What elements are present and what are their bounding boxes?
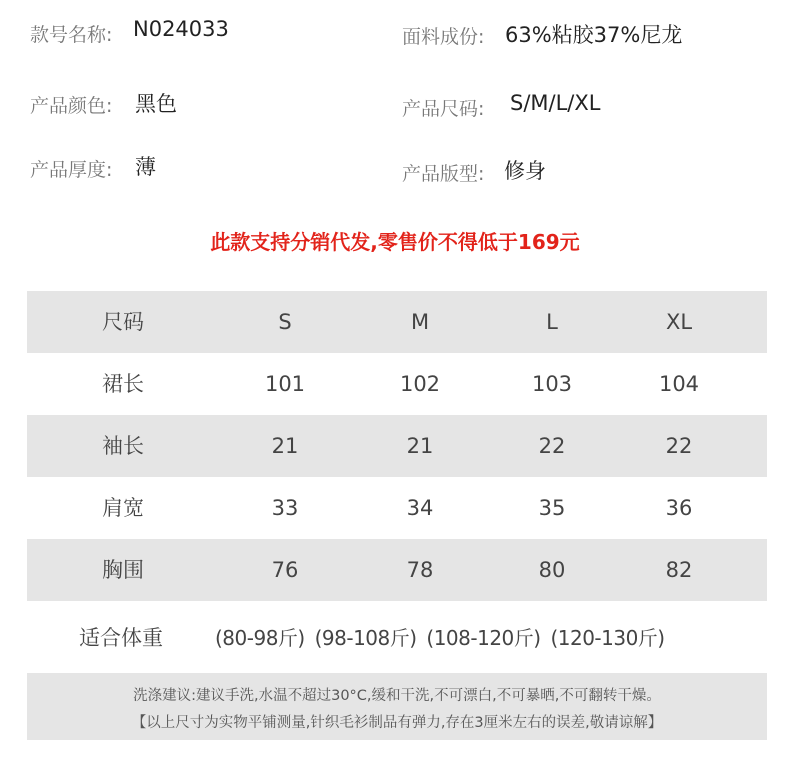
style-no-value: N024033 <box>133 17 229 41</box>
size-range-value: S/M/L/XL <box>510 91 601 115</box>
fabric-label: 面料成份: <box>402 26 485 48</box>
table-row <box>27 539 767 601</box>
row-label: 胸围 <box>102 558 144 582</box>
table-cell: 34 <box>406 496 434 520</box>
table-cell: 82 <box>665 558 693 582</box>
care-line-wash: 洗涤建议:建议手洗,水温不超过30°C,缓和干洗,不可漂白,不可暴晒,不可翻转干燥。 <box>133 688 661 704</box>
table-cell: 36 <box>665 496 693 520</box>
table-cell: 21 <box>271 434 299 458</box>
fit-type-value: 修身 <box>504 159 546 183</box>
table-cell: 22 <box>538 434 566 458</box>
table-cell: 101 <box>264 372 306 396</box>
fit-weight-xl: (120-130斤) <box>550 626 665 650</box>
header-cell: S <box>278 310 292 334</box>
row-label: 裙长 <box>102 372 144 396</box>
table-cell: 21 <box>406 434 434 458</box>
distribution-notice: 此款支持分销代发,零售价不得低于169元 <box>210 230 580 254</box>
color-label: 产品颜色: <box>30 95 113 117</box>
size-table <box>27 291 767 601</box>
table-cell: 78 <box>406 558 434 582</box>
row-label: 袖长 <box>102 434 144 458</box>
header-cell: 尺码 <box>102 310 144 334</box>
header-cell: XL <box>665 310 693 334</box>
fit-weight-values <box>215 603 669 673</box>
table-cell: 35 <box>538 496 566 520</box>
care-line-measure-note: 【以上尺寸为实物平铺测量,针织毛衫制品有弹力,存在3厘米左右的误差,敬请谅解】 <box>131 715 663 731</box>
fit-weight-l: (108-120斤) <box>426 626 541 650</box>
table-cell: 22 <box>665 434 693 458</box>
row-label: 肩宽 <box>102 496 144 520</box>
table-cell: 76 <box>271 558 299 582</box>
fit-type-label: 产品版型: <box>402 163 485 185</box>
table-row <box>27 353 767 415</box>
table-cell: 102 <box>399 372 441 396</box>
size-range-label: 产品尺码: <box>402 98 485 120</box>
table-header-row <box>27 291 767 353</box>
table-cell: 103 <box>531 372 573 396</box>
fit-weight-row <box>27 603 767 673</box>
table-row <box>27 477 767 539</box>
table-row <box>27 415 767 477</box>
thickness-label: 产品厚度: <box>30 159 113 181</box>
header-cell: L <box>546 310 558 334</box>
table-cell: 104 <box>658 372 700 396</box>
table-cell: 33 <box>271 496 299 520</box>
style-no-label: 款号名称: <box>30 24 113 46</box>
fit-weight-m: (98-108斤) <box>314 626 417 650</box>
table-cell: 80 <box>538 558 566 582</box>
fabric-value: 63%粘胶37%尼龙 <box>505 23 683 47</box>
thickness-value: 薄 <box>135 155 156 179</box>
care-instructions <box>27 673 767 740</box>
color-value: 黑色 <box>135 92 177 116</box>
fit-weight-label: 适合体重 <box>79 626 163 650</box>
fit-weight-s: (80-98斤) <box>215 626 305 650</box>
header-cell: M <box>410 310 430 334</box>
